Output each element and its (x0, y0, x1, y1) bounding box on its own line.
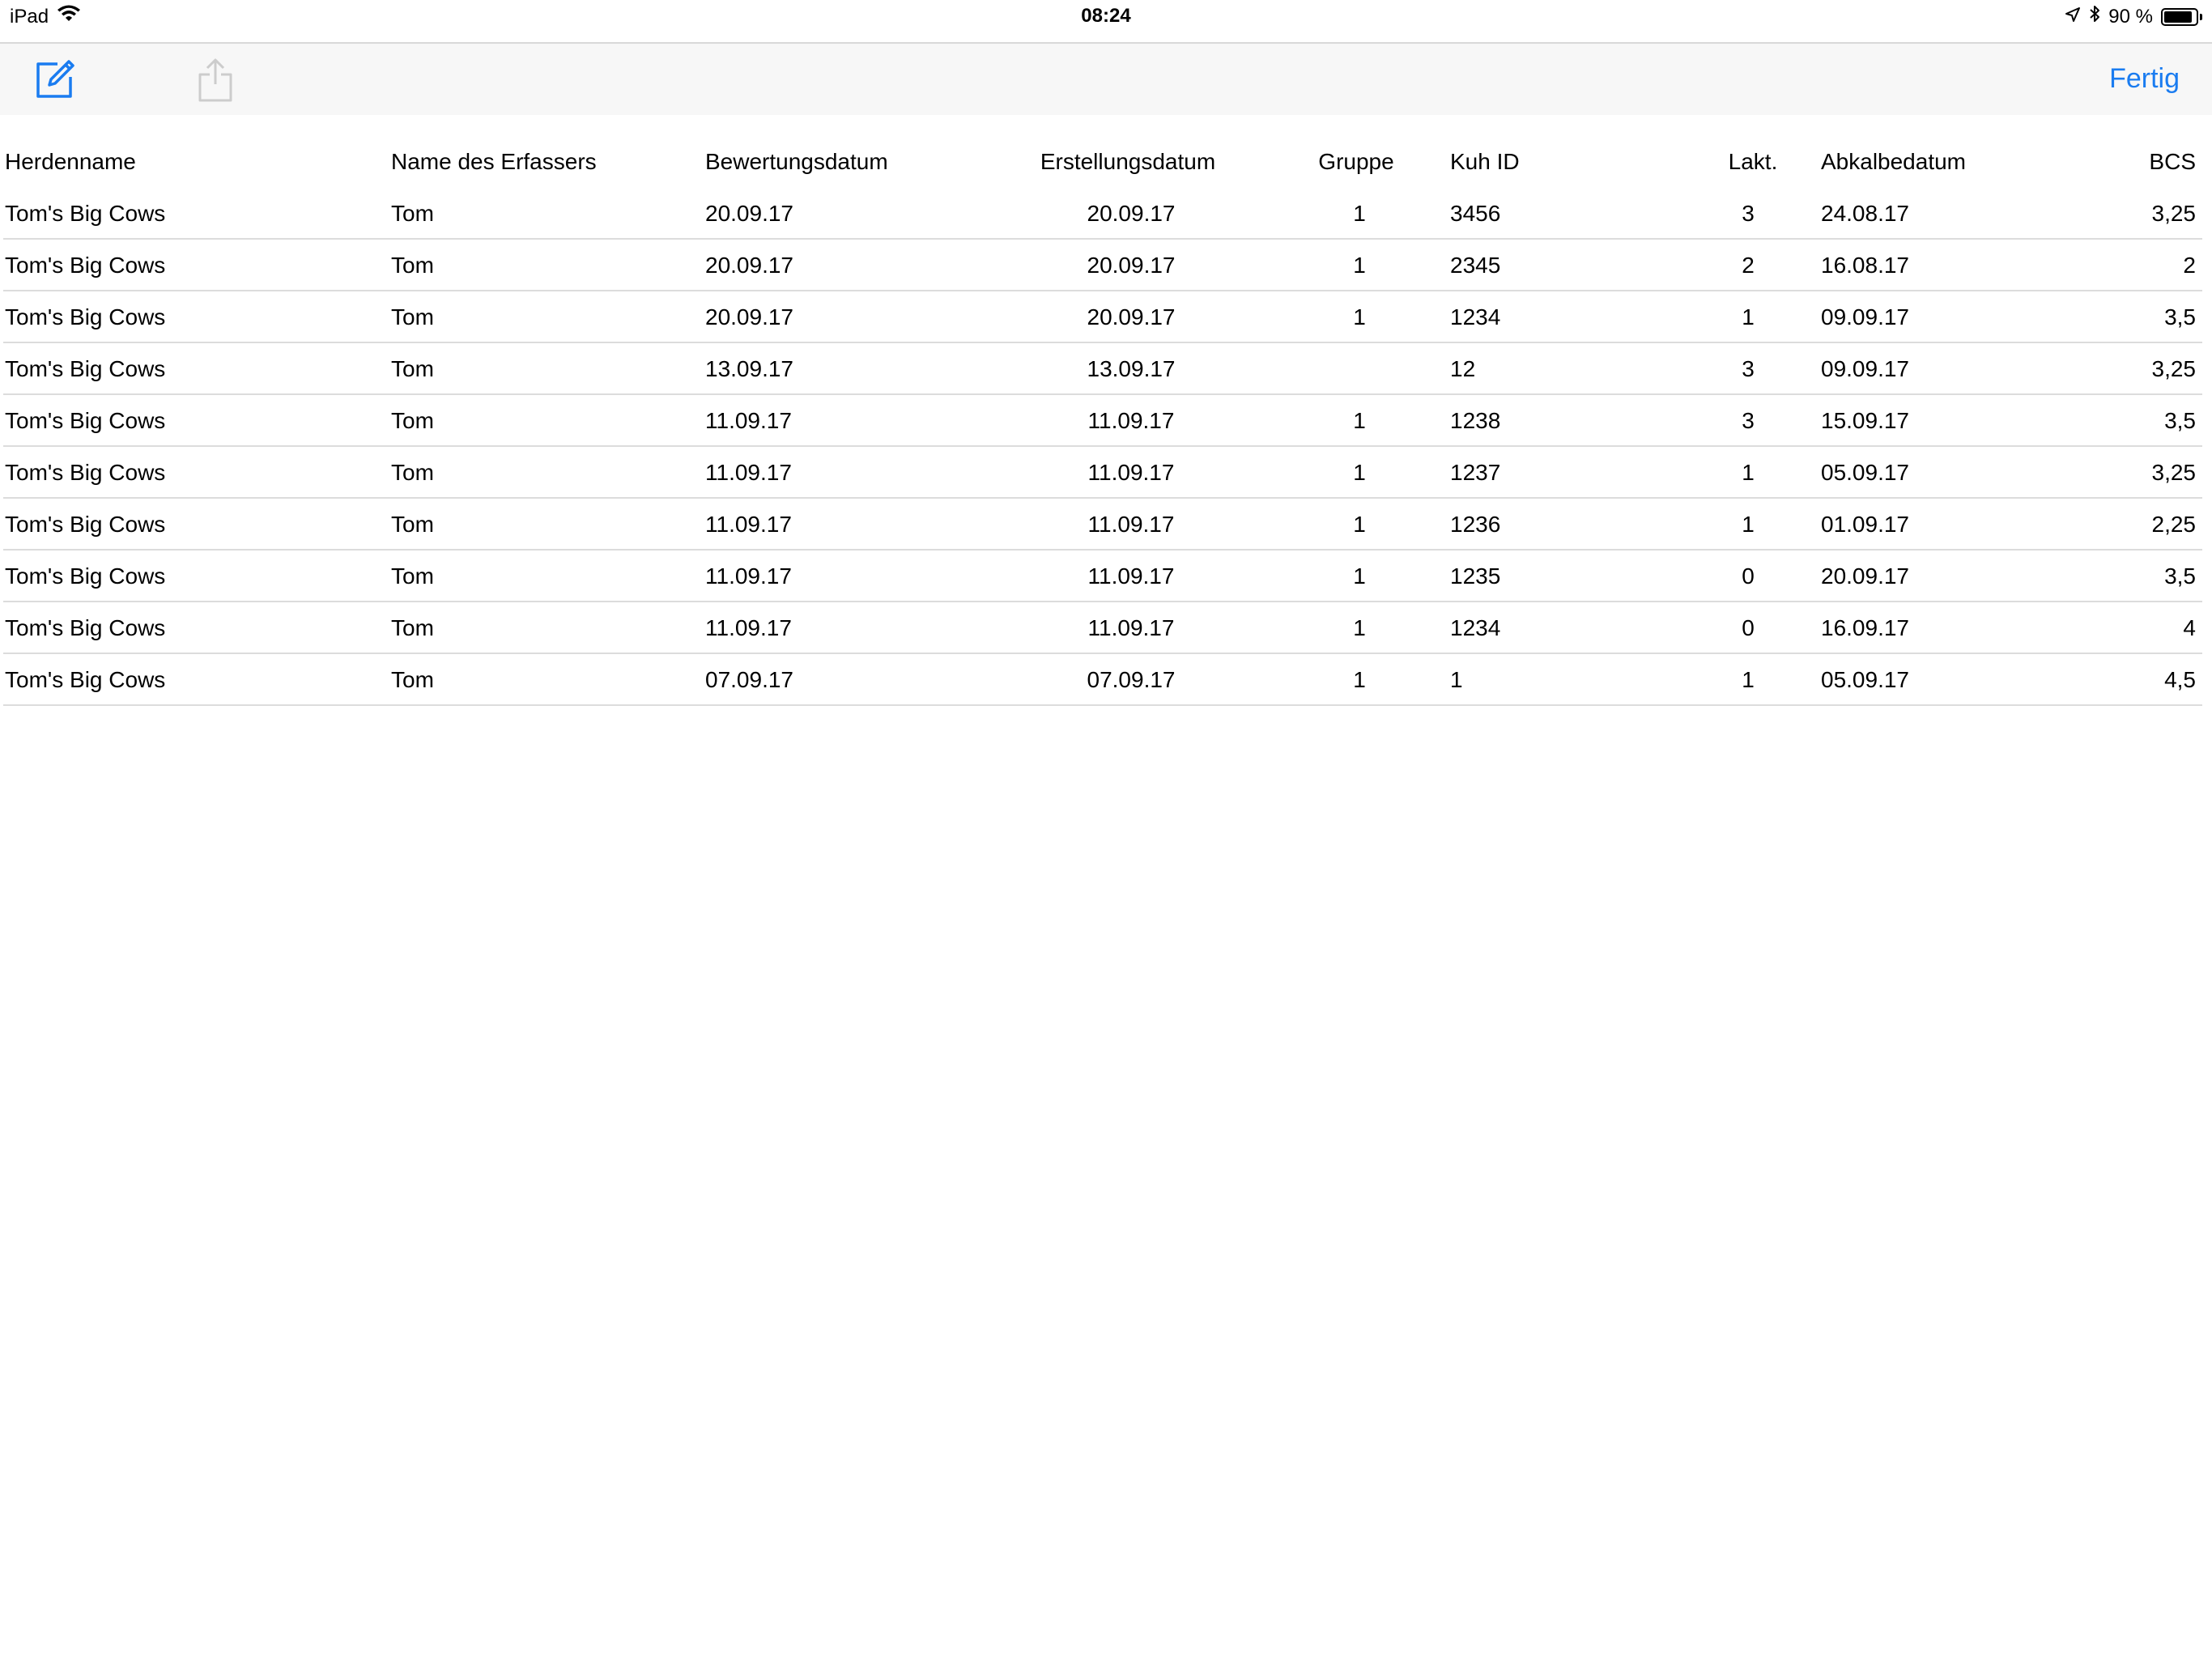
cell-recorder: Tom (391, 563, 434, 589)
cell-cow-id: 1 (1450, 667, 1463, 692)
header-lact[interactable]: Lakt. (1728, 149, 1778, 174)
cell-cow-id: 12 (1450, 356, 1476, 381)
cell-group: 1 (1353, 408, 1366, 433)
table-row[interactable] (3, 654, 2202, 706)
table-body (0, 188, 2212, 706)
cell-created-date: 11.09.17 (1087, 460, 1175, 485)
cell-eval-date: 11.09.17 (705, 408, 792, 433)
share-icon[interactable] (193, 57, 238, 102)
table-row[interactable] (3, 240, 2202, 291)
location-arrow-icon (2065, 6, 2081, 28)
table-row[interactable] (3, 291, 2202, 343)
cell-lact: 1 (1742, 304, 1755, 329)
cell-herd: Tom's Big Cows (5, 460, 166, 485)
header-herd[interactable]: Herdenname (5, 149, 136, 174)
cell-created-date: 13.09.17 (1087, 356, 1176, 381)
battery-tip (2200, 14, 2202, 20)
cell-eval-date: 07.09.17 (705, 667, 793, 692)
header-created-date[interactable]: Erstellungsdatum (1040, 149, 1216, 174)
header-group[interactable]: Gruppe (1318, 149, 1394, 174)
header-eval-date[interactable]: Bewertungsdatum (705, 149, 888, 174)
cell-lact: 0 (1742, 563, 1755, 589)
table-row[interactable] (3, 395, 2202, 447)
cell-created-date: 20.09.17 (1087, 253, 1176, 278)
done-button[interactable]: Fertig (2109, 63, 2180, 94)
cell-group: 1 (1353, 563, 1366, 589)
cell-eval-date: 11.09.17 (705, 615, 792, 640)
cell-recorder: Tom (391, 615, 434, 640)
cell-bcs: 3,25 (2151, 201, 2196, 226)
cell-bcs: 4 (2183, 615, 2196, 640)
cell-bcs: 2,25 (2151, 512, 2196, 537)
cell-herd: Tom's Big Cows (5, 563, 166, 589)
cell-eval-date: 20.09.17 (705, 201, 793, 226)
cell-cow-id: 1234 (1450, 304, 1501, 329)
cell-lact: 1 (1742, 512, 1755, 537)
cell-cow-id: 1238 (1450, 408, 1501, 433)
battery-icon (2161, 8, 2202, 26)
cell-recorder: Tom (391, 304, 434, 329)
cell-lact: 3 (1742, 201, 1755, 226)
table-row[interactable] (3, 602, 2202, 654)
cell-group: 1 (1353, 615, 1366, 640)
cell-recorder: Tom (391, 253, 434, 278)
cell-bcs: 3,5 (2164, 304, 2196, 329)
cell-recorder: Tom (391, 667, 434, 692)
header-calving-date[interactable]: Abkalbedatum (1821, 149, 1967, 174)
cell-bcs: 4,5 (2164, 667, 2196, 692)
cell-cow-id: 3456 (1450, 201, 1501, 226)
cell-herd: Tom's Big Cows (5, 304, 166, 329)
cell-cow-id: 1234 (1450, 615, 1501, 640)
table-header (0, 136, 2212, 188)
cell-lact: 1 (1742, 460, 1755, 485)
table-row[interactable] (3, 447, 2202, 499)
cell-eval-date: 11.09.17 (705, 563, 792, 589)
cell-eval-date: 11.09.17 (705, 460, 792, 485)
cell-calving-date: 09.09.17 (1821, 304, 1909, 329)
status-bar (0, 0, 2212, 32)
cell-group (1291, 343, 1428, 395)
cell-recorder: Tom (391, 201, 434, 226)
cell-calving-date: 05.09.17 (1821, 667, 1909, 692)
device-name: iPad (10, 5, 49, 28)
cell-cow-id: 1236 (1450, 512, 1501, 537)
cell-herd: Tom's Big Cows (5, 408, 166, 433)
table-row[interactable] (3, 188, 2202, 240)
header-cow-id[interactable]: Kuh ID (1450, 149, 1520, 174)
cell-created-date: 11.09.17 (1087, 408, 1175, 433)
battery-body (2161, 8, 2198, 26)
cell-created-date: 20.09.17 (1087, 201, 1176, 226)
header-bcs[interactable]: BCS (2149, 149, 2196, 174)
cell-bcs: 3,5 (2164, 408, 2196, 433)
cell-eval-date: 13.09.17 (705, 356, 793, 381)
cell-created-date: 11.09.17 (1087, 512, 1175, 537)
cell-herd: Tom's Big Cows (5, 615, 166, 640)
cell-recorder: Tom (391, 460, 434, 485)
cell-created-date: 11.09.17 (1087, 615, 1175, 640)
toolbar (0, 42, 2212, 115)
cell-eval-date: 11.09.17 (705, 512, 792, 537)
table-row[interactable] (3, 499, 2202, 551)
data-table (0, 136, 2212, 706)
cell-herd: Tom's Big Cows (5, 512, 166, 537)
cell-herd: Tom's Big Cows (5, 356, 166, 381)
cell-lact: 3 (1742, 356, 1755, 381)
cell-group: 1 (1353, 304, 1366, 329)
cell-group: 1 (1353, 667, 1366, 692)
cell-created-date: 07.09.17 (1087, 667, 1176, 692)
header-recorder[interactable]: Name des Erfassers (391, 149, 597, 174)
cell-calving-date: 24.08.17 (1821, 201, 1909, 226)
status-time: 08:24 (1081, 5, 1131, 27)
cell-calving-date: 16.08.17 (1821, 253, 1909, 278)
cell-lact: 0 (1742, 615, 1755, 640)
table-row[interactable] (3, 343, 2202, 395)
cell-group: 1 (1353, 253, 1366, 278)
cell-recorder: Tom (391, 356, 434, 381)
cell-calving-date: 05.09.17 (1821, 460, 1909, 485)
cell-bcs: 3,25 (2151, 356, 2196, 381)
cell-calving-date: 16.09.17 (1821, 615, 1909, 640)
cell-lact: 1 (1742, 667, 1755, 692)
cell-cow-id: 1235 (1450, 563, 1501, 589)
cell-herd: Tom's Big Cows (5, 253, 166, 278)
battery-percentage: 90 % (2108, 5, 2153, 28)
cell-herd: Tom's Big Cows (5, 667, 166, 692)
cell-bcs: 3,25 (2151, 460, 2196, 485)
cell-calving-date: 01.09.17 (1821, 512, 1909, 537)
bluetooth-icon (2089, 5, 2100, 28)
cell-lact: 3 (1742, 408, 1755, 433)
cell-eval-date: 20.09.17 (705, 253, 793, 278)
cell-lact: 2 (1742, 253, 1755, 278)
cell-bcs: 3,5 (2164, 563, 2196, 589)
cell-eval-date: 20.09.17 (705, 304, 793, 329)
status-right (2065, 5, 2202, 28)
cell-created-date: 20.09.17 (1087, 304, 1176, 329)
cell-group: 1 (1353, 512, 1366, 537)
table-row[interactable] (3, 551, 2202, 602)
battery-fill (2164, 11, 2192, 23)
cell-group: 1 (1353, 201, 1366, 226)
cell-calving-date: 20.09.17 (1821, 563, 1909, 589)
cell-herd: Tom's Big Cows (5, 201, 166, 226)
cell-cow-id: 1237 (1450, 460, 1501, 485)
cell-created-date: 11.09.17 (1087, 563, 1175, 589)
cell-calving-date: 15.09.17 (1821, 408, 1909, 433)
cell-recorder: Tom (391, 408, 434, 433)
cell-group: 1 (1353, 460, 1366, 485)
cell-cow-id: 2345 (1450, 253, 1501, 278)
cell-calving-date: 09.09.17 (1821, 356, 1909, 381)
cell-bcs: 2 (2183, 253, 2196, 278)
compose-icon[interactable] (32, 57, 78, 102)
cell-recorder: Tom (391, 512, 434, 537)
